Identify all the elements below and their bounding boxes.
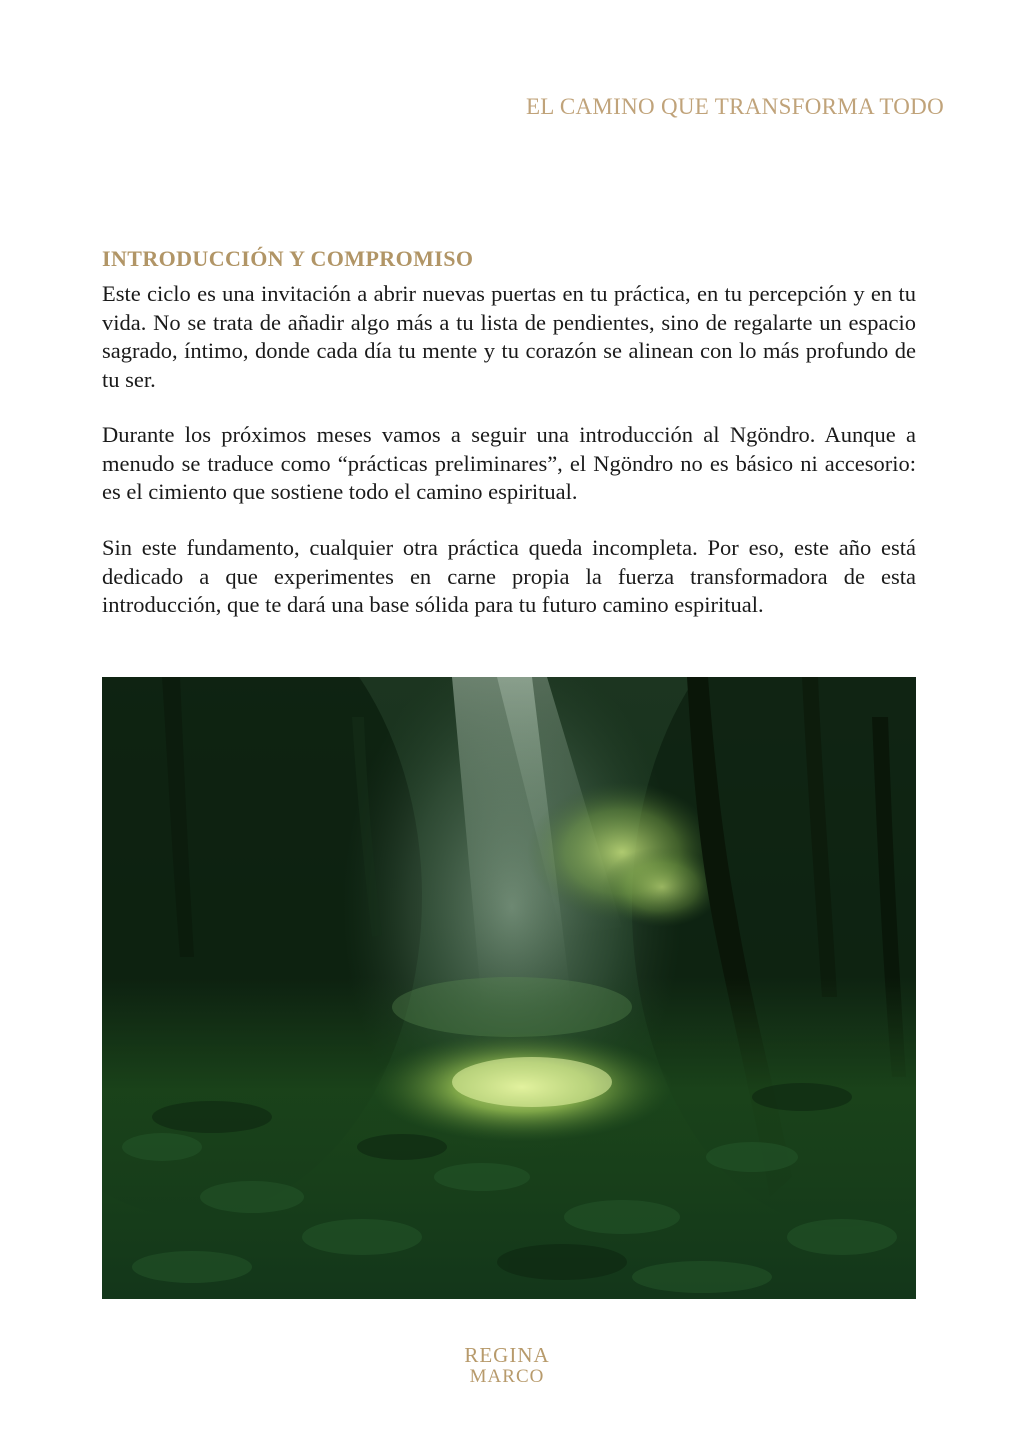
section-title: INTRODUCCIÓN Y COMPROMISO [102,246,474,271]
running-header: EL CAMINO QUE TRANSFORMA TODO [525,94,944,119]
logo-line-2: MARCO [469,1366,545,1387]
brand-logo [452,1345,562,1393]
forest-photo [102,677,916,1299]
logo-line-1: REGINA [464,1343,550,1367]
intro-paragraph-1: Este ciclo es una invitación a abrir nuevas puertas en tu práctica, en tu percepción y en tu vida. No se trata de añadir algo más a tu lista de pendientes, sino de regalarte un espacio sagrado, íntimo, donde cada día tu mente y tu corazón se alinean con lo más profundo de tu ser. [102,281,916,392]
intro-paragraph-3: Sin este fundamento, cualquier otra práctica queda incompleta. Por eso, este año está dedicado a que experimentes en carne propia la fuerza transformadora de esta introducción, que te dará una base sólida para tu futuro camino espiritual. [102,535,916,617]
intro-paragraph-2: Durante los próximos meses vamos a seguir una introducción al Ngöndro. Aunque a menudo se traduce como “prácticas preliminares”, el Ngöndro no es básico ni accesorio: es el cimiento que sostiene todo el camino espiritual. [102,422,916,504]
